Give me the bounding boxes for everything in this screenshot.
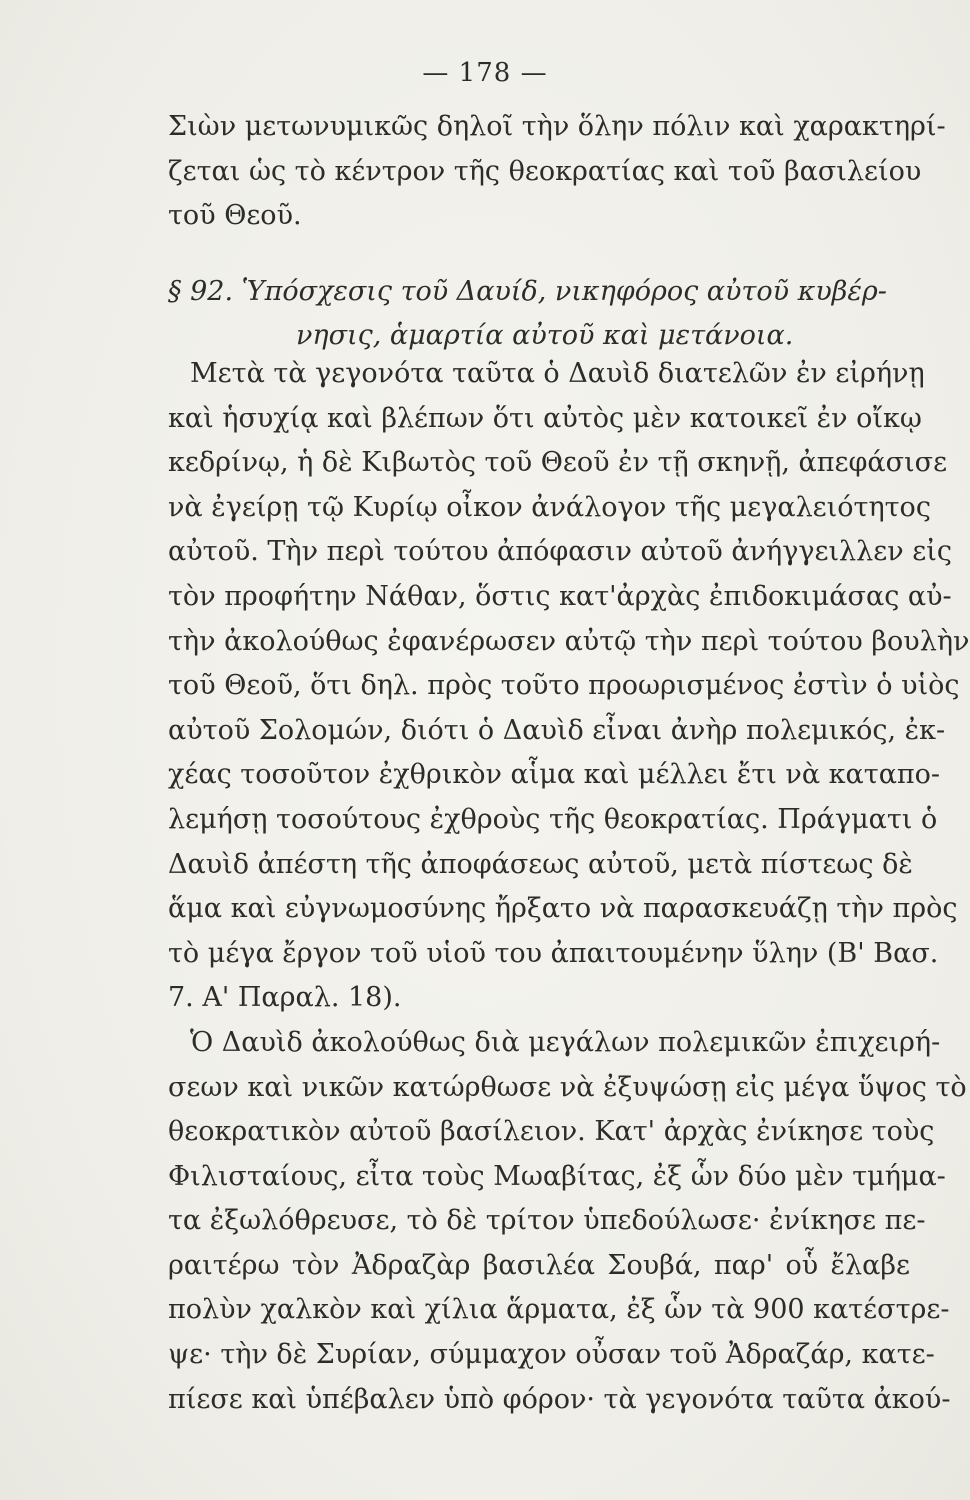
text-line: τοῦ Θεοῦ. bbox=[168, 200, 302, 232]
text-line: πίεσε καὶ ὑπέβαλεν ὑπὸ φόρον· τὰ γεγονότα ταῦτα ἀκού- bbox=[168, 1383, 951, 1415]
text-line: Δαυὶδ ἀπέστη τῆς ἀποφάσεως αὐτοῦ, μετὰ πίστεως δὲ bbox=[168, 848, 913, 880]
text-line: θεοκρατικὸν αὐτοῦ βασίλειον. Κατ' ἀρχὰς ἐνίκησε τοὺς bbox=[168, 1116, 935, 1148]
text-line: 7. Α' Παραλ. 18). bbox=[168, 982, 402, 1014]
text-line: τα ἐξωλόθρευσε, τὸ δὲ τρίτον ὑπεδούλωσε· ἐνίκησε πε- bbox=[168, 1205, 926, 1237]
section-heading-line-2: νησις, ἁμαρτία αὐτοῦ καὶ μετάνοια. bbox=[296, 320, 794, 351]
page-number: — 178 — bbox=[422, 58, 548, 88]
text-line: σεων καὶ νικῶν κατώρθωσε νὰ ἐξυψώσῃ εἰς μέγα ὕψος τὸ bbox=[168, 1071, 967, 1103]
text-line: αὐτοῦ Σολομών, διότι ὁ Δαυὶδ εἶναι ἀνὴρ πολεμικός, ἐκ- bbox=[168, 714, 946, 746]
main-text bbox=[168, 352, 970, 1422]
text-line: τὴν ἀκολούθως ἐφανέρωσεν αὐτῷ τὴν περὶ τούτου βουλὴν bbox=[168, 625, 970, 657]
text-line: αὐτοῦ. Τὴν περὶ τούτου ἀπόφασιν αὐτοῦ ἀνήγγειλλεν εἰς bbox=[168, 536, 952, 568]
text-line: λεμήσῃ τοσούτους ἐχθροὺς τῆς θεοκρατίας. Πράγματι ὁ bbox=[168, 803, 938, 835]
text-line: Ὁ Δαυὶδ ἀκολούθως διὰ μεγάλων πολεμικῶν ἐπιχειρή- bbox=[190, 1026, 941, 1058]
text-line: ζεται ὡς τὸ κέντρον τῆς θεοκρατίας καὶ τοῦ βασιλείου bbox=[168, 155, 922, 187]
text-line: χέας τοσοῦτον ἐχθρικὸν αἷμα καὶ μέλλει ἔτι νὰ καταπο- bbox=[168, 759, 941, 791]
text-line: τοῦ Θεοῦ, ὅτι δηλ. πρὸς τοῦτο προωρισμένος ἐστὶν ὁ υἱὸς bbox=[168, 670, 960, 702]
text-line: κεδρίνῳ, ἡ δὲ Κιβωτὸς τοῦ Θεοῦ ἐν τῇ σκηνῇ, ἀπεφάσισε bbox=[168, 447, 948, 479]
text-line: νὰ ἐγείρῃ τῷ Κυρίῳ οἶκον ἀνάλογον τῆς μεγαλειότητος bbox=[168, 491, 931, 523]
text-line: Σιὼν μετωνυμικῶς δηλοῖ τὴν ὅλην πόλιν καὶ χαρακτηρί- bbox=[168, 111, 946, 142]
text-line: Φιλισταίους, εἶτα τοὺς Μωαβίτας, ἐξ ὧν δύο μὲν τμήμα- bbox=[168, 1160, 946, 1192]
section-heading bbox=[168, 270, 910, 358]
text-line: ραιτέρω τὸν Ἀδραζὰρ βασιλέα Σουβά, παρ' οὗ ἔλαβε bbox=[168, 1249, 910, 1281]
text-line: Μετὰ τὰ γεγονότα ταῦτα ὁ Δαυὶδ διατελῶν ἐν εἰρήνῃ bbox=[190, 358, 925, 389]
text-line: καὶ ἡσυχίᾳ καὶ βλέπων ὅτι αὐτὸς μὲν κατοικεῖ ἐν οἴκῳ bbox=[168, 402, 922, 434]
text-line: τὸν προφήτην Νάθαν, ὅστις κατ'ἀρχὰς ἐπιδοκιμάσας αὐ- bbox=[168, 580, 952, 612]
text-line: ψε· τὴν δὲ Συρίαν, σύμμαχον οὖσαν τοῦ Ἀδραζάρ, κατε- bbox=[168, 1339, 935, 1371]
section-heading-line-1: § 92. Ὑπόσχεσις τοῦ Δαυίδ, νικηφόρος αὐτοῦ κυβέρ- bbox=[168, 276, 887, 307]
text-line: ἅμα καὶ εὐγνωμοσύνης ἤρξατο νὰ παρασκευάζῃ τὴν πρὸς bbox=[168, 893, 958, 925]
text-line: τὸ μέγα ἔργον τοῦ υἱοῦ του ἀπαιτουμένην ὕλην (Β' Βασ. bbox=[168, 937, 939, 969]
text-line: πολὺν χαλκὸν καὶ χίλια ἅρματα, ἐξ ὧν τὰ 900 κατέστρε- bbox=[168, 1294, 950, 1326]
intro-paragraph bbox=[168, 105, 946, 239]
